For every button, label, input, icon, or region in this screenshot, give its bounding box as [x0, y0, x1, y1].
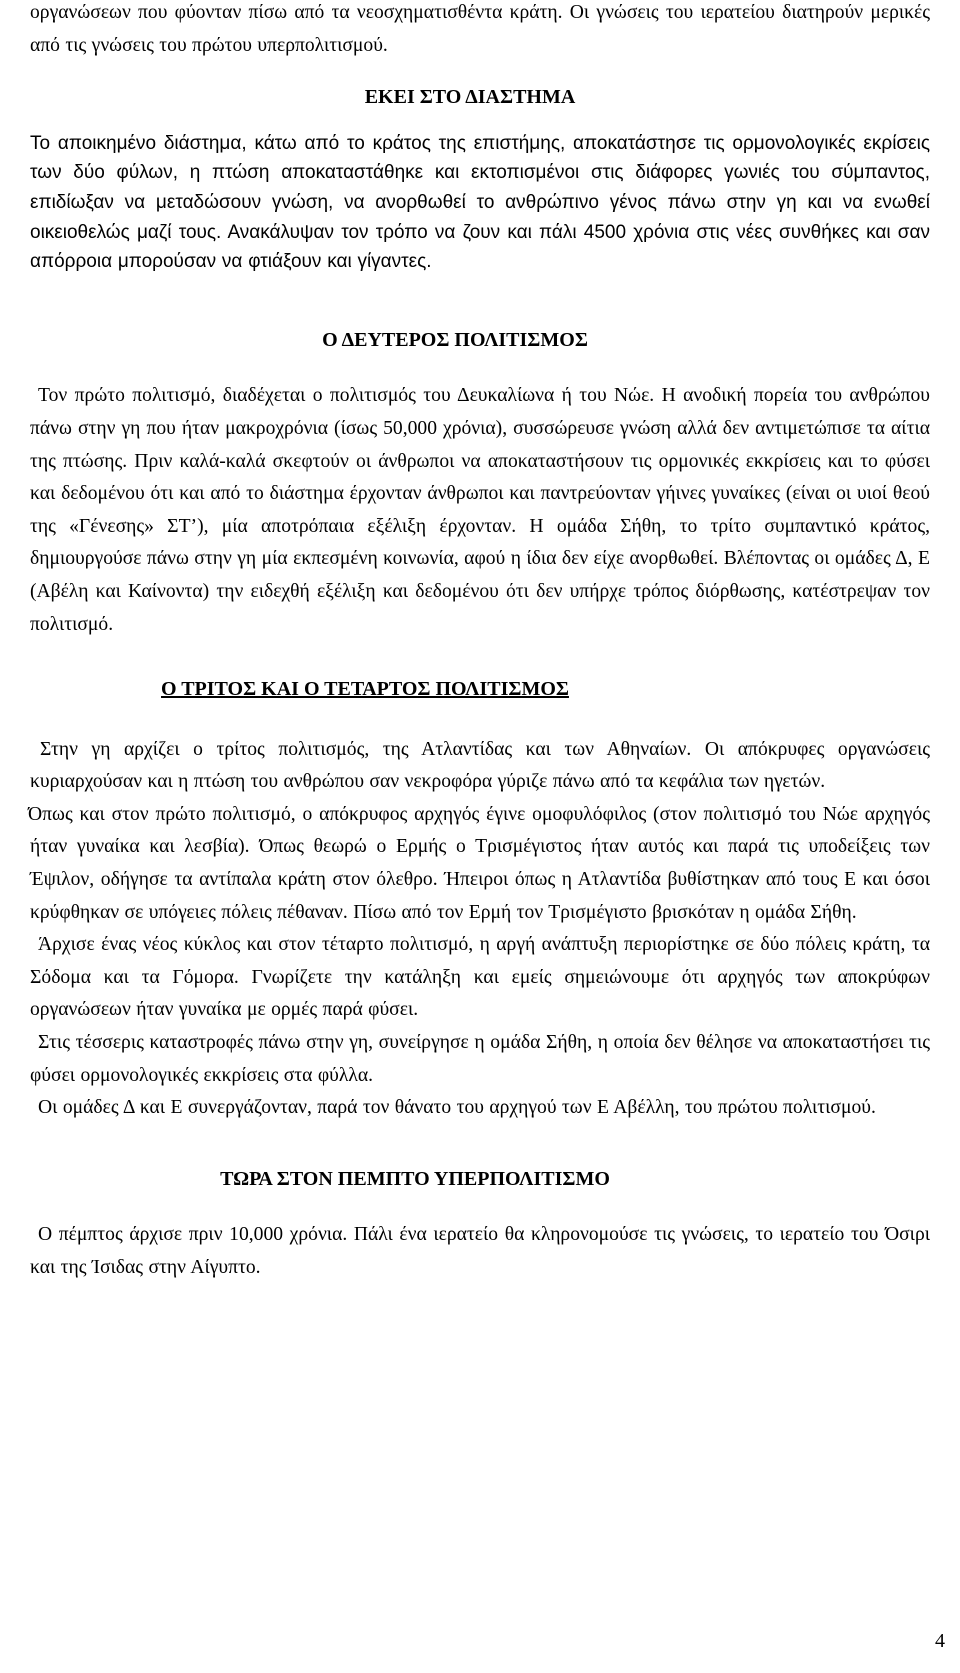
intro-paragraph: οργανώσεων που φύονταν πίσω από τα νεοσχηματισθέντα κράτη. Οι γνώσεις του ιερατείου διατηρούν μερικές από τις γνώσεις του πρώτου υπερπολιτισμού. — [30, 2, 930, 56]
section-second-paragraph: Τον πρώτο πολιτισμό, διαδέχεται ο πολιτισμός του Δευκαλίωνα ή του Νώε. Η ανοδική πορεία του ανθρώπου πάνω στην γη που ήταν μακροχρόνια (ίσως 50,000 χρόνια), συσσώρευσε γνώση αλλά δεν αντιμετώπισε τα αίτια της πτώσης. Πριν καλά-καλά σκεφτούν οι άνθρωποι να αποκαταστήσουν τις ορμονικές εκκρίσεις και το φύσει και δεδομένου ότι και από το διάστημα έρχονταν άνθρωποι και παντρεύονταν γήινες γυναίκες (είναι οι υιοί θεού της «Γένεσης» ΣΤ’), μία αποτρόπαια εξέλιξη έρχονταν. Η ομάδα Σήθη, το τρίτο συμπαντικό κράτος, δημιουργούσε πάνω στην γη μία εκπεσμένη κοινωνία, αφού η ίδια δεν είχε ανορθωθεί. Βλέποντας οι ομάδες Δ, Ε (Αβέλη και Καίνοντα) την ειδεχθή εξέλιξη και δεδομένου ότι δεν υπήρχε τρόπος διόρθωσης, κατέστρεψαν τον πολιτισμό. — [30, 385, 930, 635]
document-page — [30, 0, 930, 1285]
section-title-space: ΕΚΕΙ ΣΤΟ ΔΙΑΣΤΗΜΑ — [364, 86, 576, 109]
section-third-paragraph-2: Όπως και στον πρώτο πολιτισμό, ο απόκρυφος αρχηγός έγινε ομοφυλόφιλος (στον πολιτισμό του Νώε αρχηγός ήταν γυναίκα και λεσβία). Όπως θεωρώ ο Ερμής ο Τρισμέγιστος ήταν αυτός και παρά τις υποδείξεις των Έψιλον, οδήγησε τα αντίπαλα κράτη στον όλεθρο. Ήπειροι όπως η Ατλαντίδα βυθίστηκαν από τους Ε και όσοι κρύφθηκαν σε υπόγειες πόλεις πέθαναν. Πίσω από τον Ερμή τον Τρισμέγιστο βρισκόταν η ομάδα Σήθη. — [28, 803, 930, 923]
section-third-paragraph-4: Στις τέσσερις καταστροφές πάνω στην γη, συνείργησε η ομάδα Σήθη, η οποία δεν θέλησε να αποκαταστήσει τις φύσει ορμονολογικές εκκρίσεις στα φύλλα. — [30, 1032, 930, 1086]
section-title-second-civilization: Ο ΔΕΥΤΕΡΟΣ ΠΟΛΙΤΙΣΜΟΣ — [322, 328, 588, 351]
section-title-third-fourth-civilization: Ο ΤΡΙΤΟΣ ΚΑΙ Ο ΤΕΤΑΡΤΟΣ ΠΟΛΙΤΙΣΜΟΣ — [161, 678, 569, 701]
page-number: 4 — [935, 1630, 945, 1652]
section-fifth-paragraph: Ο πέμπτος άρχισε πριν 10,000 χρόνια. Πάλι ένα ιερατείο θα κληρονομούσε τις γνώσεις, το ιερατείο του Όσιρι και της Ίσιδας στην Αίγυπτο. — [30, 1224, 930, 1278]
section-third-paragraph-5: Οι ομάδες Δ και Ε συνεργάζονταν, παρά τον θάνατο του αρχηγού των Ε Αβέλλη, του πρώτου πολιτισμού. — [38, 1097, 876, 1119]
section-title-fifth-civilization: ΤΩΡΑ ΣΤΟΝ ΠΕΜΠΤΟ ΥΠΕΡΠΟΛΙΤΙΣΜΟ — [220, 1167, 610, 1190]
section-space-paragraph: Το αποικημένο διάστημα, κάτω από το κράτος της επιστήμης, αποκατάστησε τις ορμονολογικές εκρίσεις των δύο φύλων, η πτώση αποκαταστάθηκε και εκτοπισμένοι στις διάφορες γωνιές του σύμπαντος, επιδίωξαν να μεταδώσουν γνώση, να ανορθωθεί το ανθρώπινο γένος πάνω στην γη και να ενωθεί οικειοθελώς μαζί τους. Ανακάλυψαν τον τρόπο να ζουν και πάλι 4500 χρόνια στις νέες συνθήκες και σαν απόρροια μπορούσαν να φτιάξουν και γίγαντες. — [30, 132, 930, 273]
section-third-paragraph-3: Άρχισε ένας νέος κύκλος και στον τέταρτο πολιτισμό, η αργή ανάπτυξη περιορίστηκε σε δύο πόλεις κράτη, τα Σόδομα και τα Γόμορα. Γνωρίζετε την κατάληξη και εμείς σημειώνουμε ότι αρχηγός των αποκρύφων οργανώσεων ήταν γυναίκα με ορμές παρά φύσει. — [30, 934, 930, 1021]
section-third-paragraph-1: Στην γη αρχίζει ο τρίτος πολιτισμός, της Ατλαντίδας και των Αθηναίων. Οι απόκρυφες οργανώσεις κυριαρχούσαν και η πτώση του ανθρώπου σαν νεκροφόρα γύριζε πάνω από τα κεφάλια των ηγετών. — [30, 738, 930, 793]
